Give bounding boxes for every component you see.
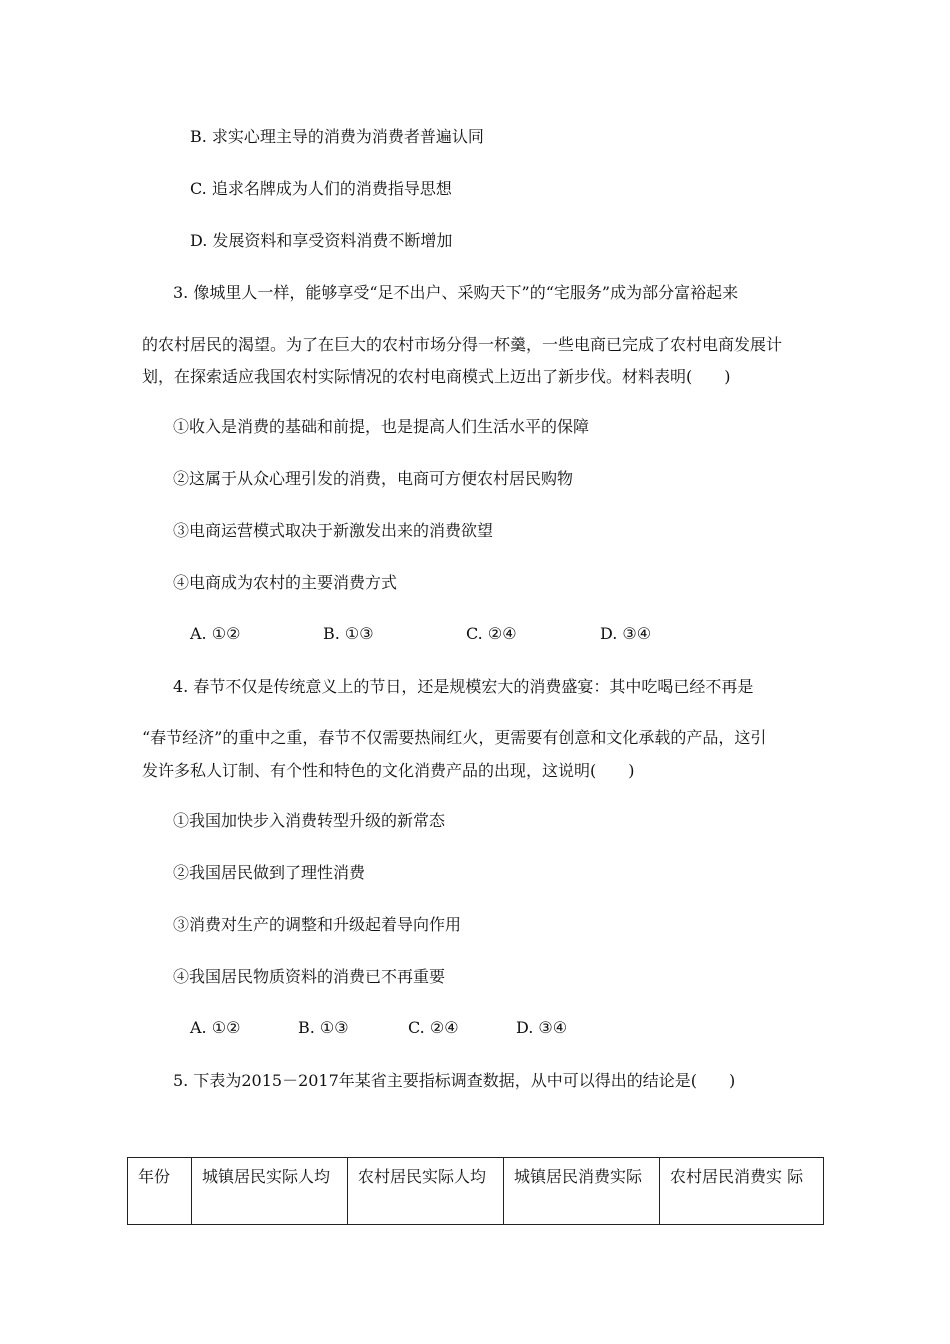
q4-statement-4: ④我国居民物质资料的消费已不再重要 bbox=[173, 967, 446, 986]
q2-option-c: C. 追求名牌成为人们的消费指导思想 bbox=[190, 179, 452, 198]
q4-statement-3: ③消费对生产的调整和升级起着导向作用 bbox=[173, 915, 462, 934]
q3-choice-c: C. ②④ bbox=[466, 624, 517, 643]
q4-stem-line-3: 发许多私人订制、有个性和特色的文化消费产品的出现，这说明( ) bbox=[142, 761, 635, 780]
q3-stem-line-3: 划，在探索适应我国农村实际情况的农村电商模式上迈出了新步伐。材料表明( ) bbox=[142, 367, 731, 386]
q3-statement-2: ②这属于从众心理引发的消费，电商可方便农村居民购物 bbox=[173, 469, 574, 488]
table-header-cell: 城镇居民消费实际 bbox=[504, 1158, 660, 1225]
q3-choice-d: D. ③④ bbox=[600, 624, 652, 643]
table-header-cell: 城镇居民实际人均 bbox=[192, 1158, 348, 1225]
q3-statement-3: ③电商运营模式取决于新激发出来的消费欲望 bbox=[173, 521, 494, 540]
table-header-cell: 农村居民实际人均 bbox=[348, 1158, 504, 1225]
q2-option-b: B. 求实心理主导的消费为消费者普遍认同 bbox=[190, 127, 484, 146]
table-header-cell: 农村居民消费实 际 bbox=[660, 1158, 824, 1225]
q3-stem-line-1: 3. 像城里人一样，能够享受“足不出户、采购天下”的“宅服务”成为部分富裕起来 bbox=[173, 283, 739, 302]
q4-statement-2: ②我国居民做到了理性消费 bbox=[173, 863, 366, 882]
q4-choice-a: A. ①② bbox=[190, 1018, 241, 1037]
q3-statement-4: ④电商成为农村的主要消费方式 bbox=[173, 573, 398, 592]
q3-statement-1: ①收入是消费的基础和前提，也是提高人们生活水平的保障 bbox=[173, 417, 590, 436]
q2-option-d: D. 发展资料和享受资料消费不断增加 bbox=[190, 231, 453, 250]
table-header-row bbox=[128, 1158, 824, 1225]
q4-statement-1: ①我国加快步入消费转型升级的新常态 bbox=[173, 811, 446, 830]
q4-choice-d: D. ③④ bbox=[516, 1018, 568, 1037]
survey-table bbox=[127, 1157, 824, 1225]
q4-choice-b: B. ①③ bbox=[298, 1018, 349, 1037]
q4-stem-line-1: 4. 春节不仅是传统意义上的节日，还是规模宏大的消费盛宴：其中吃喝已经不再是 bbox=[173, 677, 754, 696]
q5-stem: 5. 下表为2015－2017年某省主要指标调查数据，从中可以得出的结论是( ) bbox=[173, 1071, 736, 1090]
q4-stem-line-2: “春节经济”的重中之重，春节不仅需要热闹红火，更需要有创意和文化承载的产品，这引 bbox=[142, 728, 767, 747]
q3-choice-b: B. ①③ bbox=[323, 624, 374, 643]
table-header-cell: 年份 bbox=[128, 1158, 192, 1225]
q3-choice-a: A. ①② bbox=[190, 624, 241, 643]
q4-choice-c: C. ②④ bbox=[408, 1018, 459, 1037]
q3-stem-line-2: 的农村居民的渴望。为了在巨大的农村市场分得一杯羹，一些电商已完成了农村电商发展计 bbox=[142, 335, 783, 354]
